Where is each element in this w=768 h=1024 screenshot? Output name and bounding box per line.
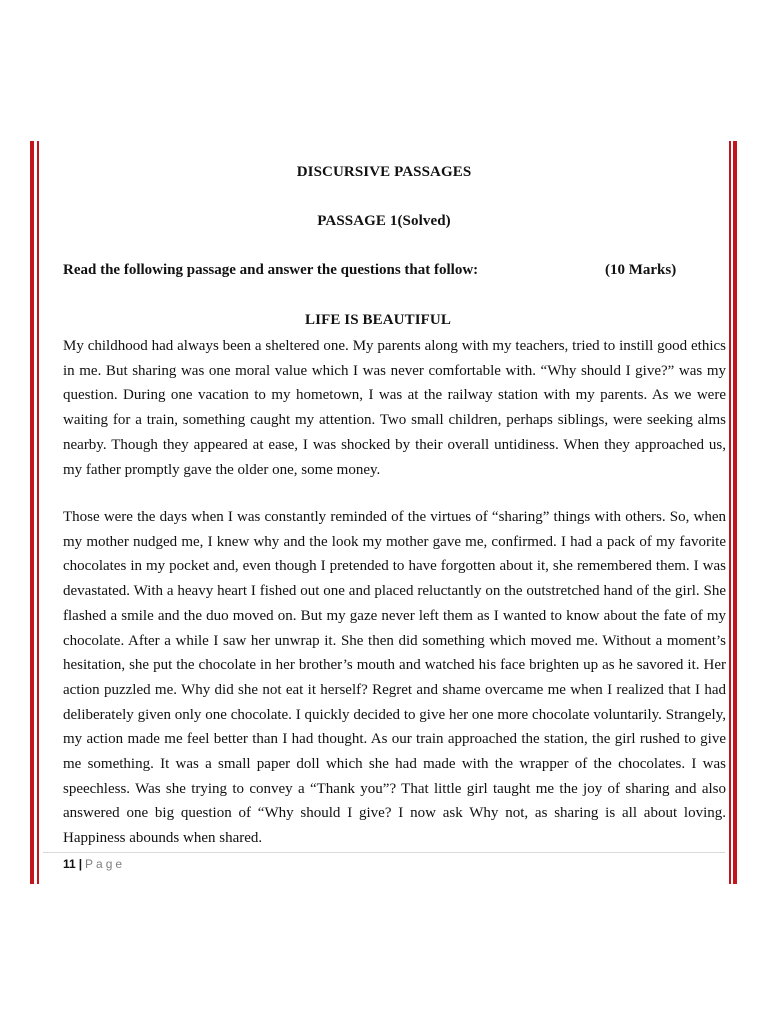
left-page-border <box>30 141 40 884</box>
marks-label: (10 Marks) <box>605 262 677 278</box>
paragraph-1: My childhood had always been a sheltered one. My parents along with my teachers, tried to instill good ethics in me. But sharing was one moral value which I was never comfortable with. “Why should I give?” was my question. During one vacation to my hometown, I was at the railway station with my parents. As we were waiting for a train, something caught my attention. Two small children, perhaps siblings, were seeking alms nearby. Though they appeared at ease, I was shocked by their overall untidiness. When they approached us, my father promptly gave the older one, some money. <box>63 338 726 478</box>
left-border-thick-line <box>30 141 34 884</box>
paragraph-2: Those were the days when I was constantly reminded of the virtues of “sharing” things with others. So, when my mother nudged me, I knew why and the look my mother gave me, confirmed. I had a pack of my favorite chocolates in my pocket and, even though I pretended to have forgotten about it, she remembered them. I was devastated. With a heavy heart I fished out one and placed reluctantly on the outstretched hand of the girl. She flashed a smile and the duo moved on. But my gaze never left them as I wanted to know about the fate of my chocolate. After a while I saw her unwrap it. She then did something which moved me. Without a moment’s hesitation, she put the chocolate in her brother’s mouth and watched his face brighten up as he savored it. Her action puzzled me. Why did she not eat it herself? Regret and shame overcame me when I realized that I had deliberately given only one chocolate. I quickly decided to give her one more chocolate voluntarily. Strangely, my action made me feel better than I had thought. As our train approached the station, the girl rushed to give me something. It was a small paper doll which she had made with the wrapper of the chocolates. I was speechless. Was she trying to convey a “Thank you”? That little girl taught me the joy of sharing and also answered one big question of “Why should I give? I now ask Why not, as sharing is all about loving. Happiness abounds when shared. <box>63 509 726 847</box>
section-title: DISCURSIVE PASSAGES <box>296 164 472 180</box>
right-border-thin-line <box>729 141 731 884</box>
story-title: LIFE IS BEAUTIFUL <box>305 312 451 328</box>
footer-separator: | <box>78 857 83 871</box>
passage-title: PASSAGE 1(Solved) <box>317 213 451 229</box>
page-footer <box>63 857 125 871</box>
right-page-border <box>729 141 739 884</box>
instruction-text: Read the following passage and answer the questions that follow: <box>63 262 479 278</box>
instruction-row <box>63 262 683 279</box>
page-label: Page <box>85 857 126 871</box>
right-border-thick-line <box>733 141 737 884</box>
footer-divider <box>43 852 725 853</box>
page-number: 11 <box>63 857 76 871</box>
left-border-thin-line <box>37 141 39 884</box>
